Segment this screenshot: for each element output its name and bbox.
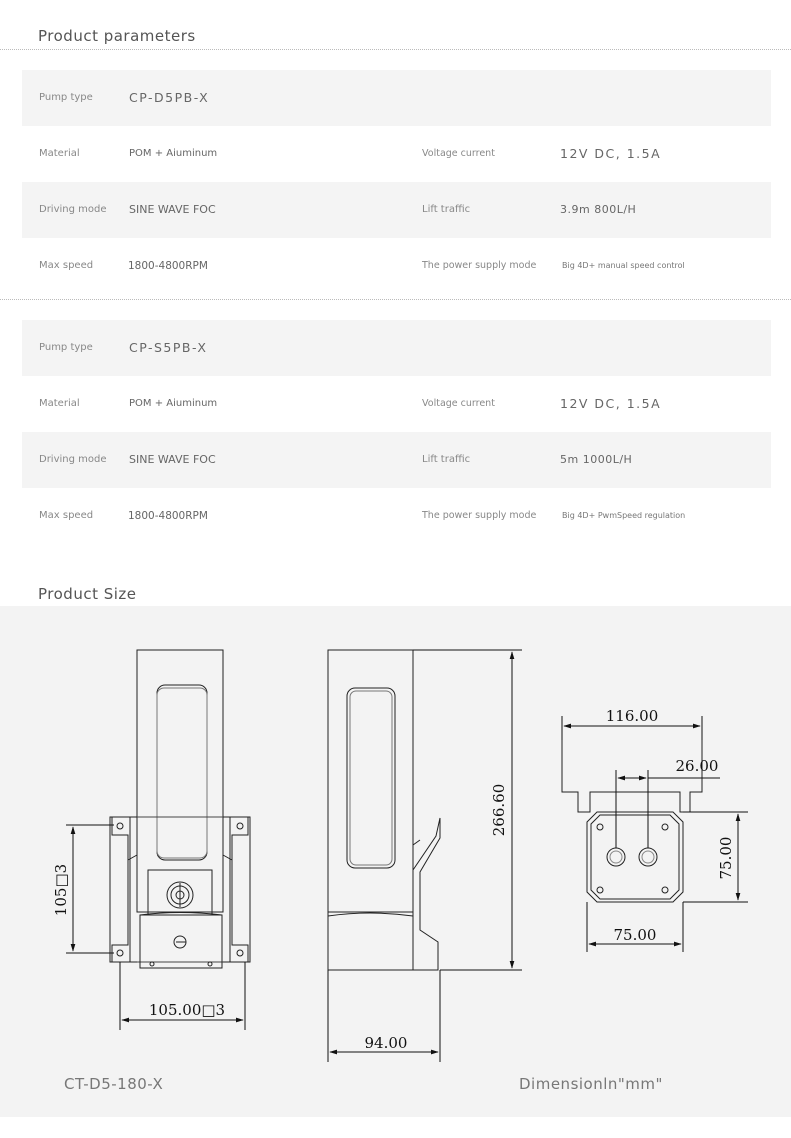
max-speed-label: Max speed	[39, 260, 94, 271]
divider	[0, 49, 791, 50]
model-label: CT-D5-180-X	[64, 1075, 164, 1093]
voltage-value: 12V DC, 1.5A	[560, 396, 662, 411]
front-view	[110, 650, 250, 968]
dim-port-spacing: 26.00	[675, 757, 719, 775]
dim-width-left: 105.00□3	[148, 1001, 226, 1019]
lift-traffic-value: 3.9m 800L/H	[560, 203, 637, 216]
lift-traffic-label: Lift traffic	[422, 204, 471, 215]
power-supply-value: Big 4D+ manual speed control	[562, 261, 685, 270]
table-row	[22, 432, 771, 488]
table-row	[22, 126, 771, 182]
material-value: POM + Aiuminum	[129, 148, 218, 159]
dim-top-width: 116.00	[605, 707, 659, 725]
product-parameters-title: Product parameters	[38, 27, 196, 45]
divider	[0, 299, 791, 300]
driving-mode-value: SINE WAVE FOC	[129, 203, 216, 216]
table-row	[22, 238, 771, 294]
power-supply-label: The power supply mode	[422, 510, 537, 521]
product-size-title: Product Size	[38, 585, 137, 603]
max-speed-value: 1800-4800RPM	[128, 510, 208, 522]
pump-spec-table-2	[22, 320, 771, 544]
units-label: Dimensionln"mm"	[519, 1075, 663, 1093]
pump-type-value: CP-D5PB-X	[129, 90, 210, 105]
max-speed-value: 1800-4800RPM	[128, 260, 208, 272]
table-row	[22, 376, 771, 432]
power-supply-label: The power supply mode	[422, 260, 537, 271]
driving-mode-value: SINE WAVE FOC	[129, 453, 216, 466]
voltage-label: Voltage current	[422, 398, 495, 409]
material-label: Material	[39, 398, 80, 409]
pump-type-value: CP-S5PB-X	[129, 340, 208, 355]
dim-width-side: 94.00	[364, 1034, 408, 1052]
material-label: Material	[39, 148, 80, 159]
material-value: POM + Aiuminum	[129, 398, 218, 409]
side-view	[328, 650, 440, 970]
lift-traffic-label: Lift traffic	[422, 454, 471, 465]
product-size-panel	[0, 606, 791, 1117]
voltage-label: Voltage current	[422, 148, 495, 159]
dim-height-side: 266.60	[490, 783, 508, 837]
table-row	[22, 182, 771, 238]
dim-block-height: 75.00	[717, 836, 735, 880]
dim-block-width: 75.00	[613, 926, 657, 944]
technical-drawing	[0, 606, 791, 1117]
max-speed-label: Max speed	[39, 510, 94, 521]
table-row	[22, 320, 771, 376]
pump-spec-table-1	[22, 70, 771, 294]
table-row	[22, 70, 771, 126]
pump-type-label: Pump type	[39, 92, 93, 103]
voltage-value: 12V DC, 1.5A	[560, 146, 662, 161]
dim-height-left: 105□3	[52, 863, 70, 917]
pump-type-label: Pump type	[39, 342, 93, 353]
table-row	[22, 488, 771, 544]
power-supply-value: Big 4D+ PwmSpeed regulation	[562, 511, 686, 520]
lift-traffic-value: 5m 1000L/H	[560, 453, 633, 466]
driving-mode-label: Driving mode	[39, 204, 107, 215]
driving-mode-label: Driving mode	[39, 454, 107, 465]
